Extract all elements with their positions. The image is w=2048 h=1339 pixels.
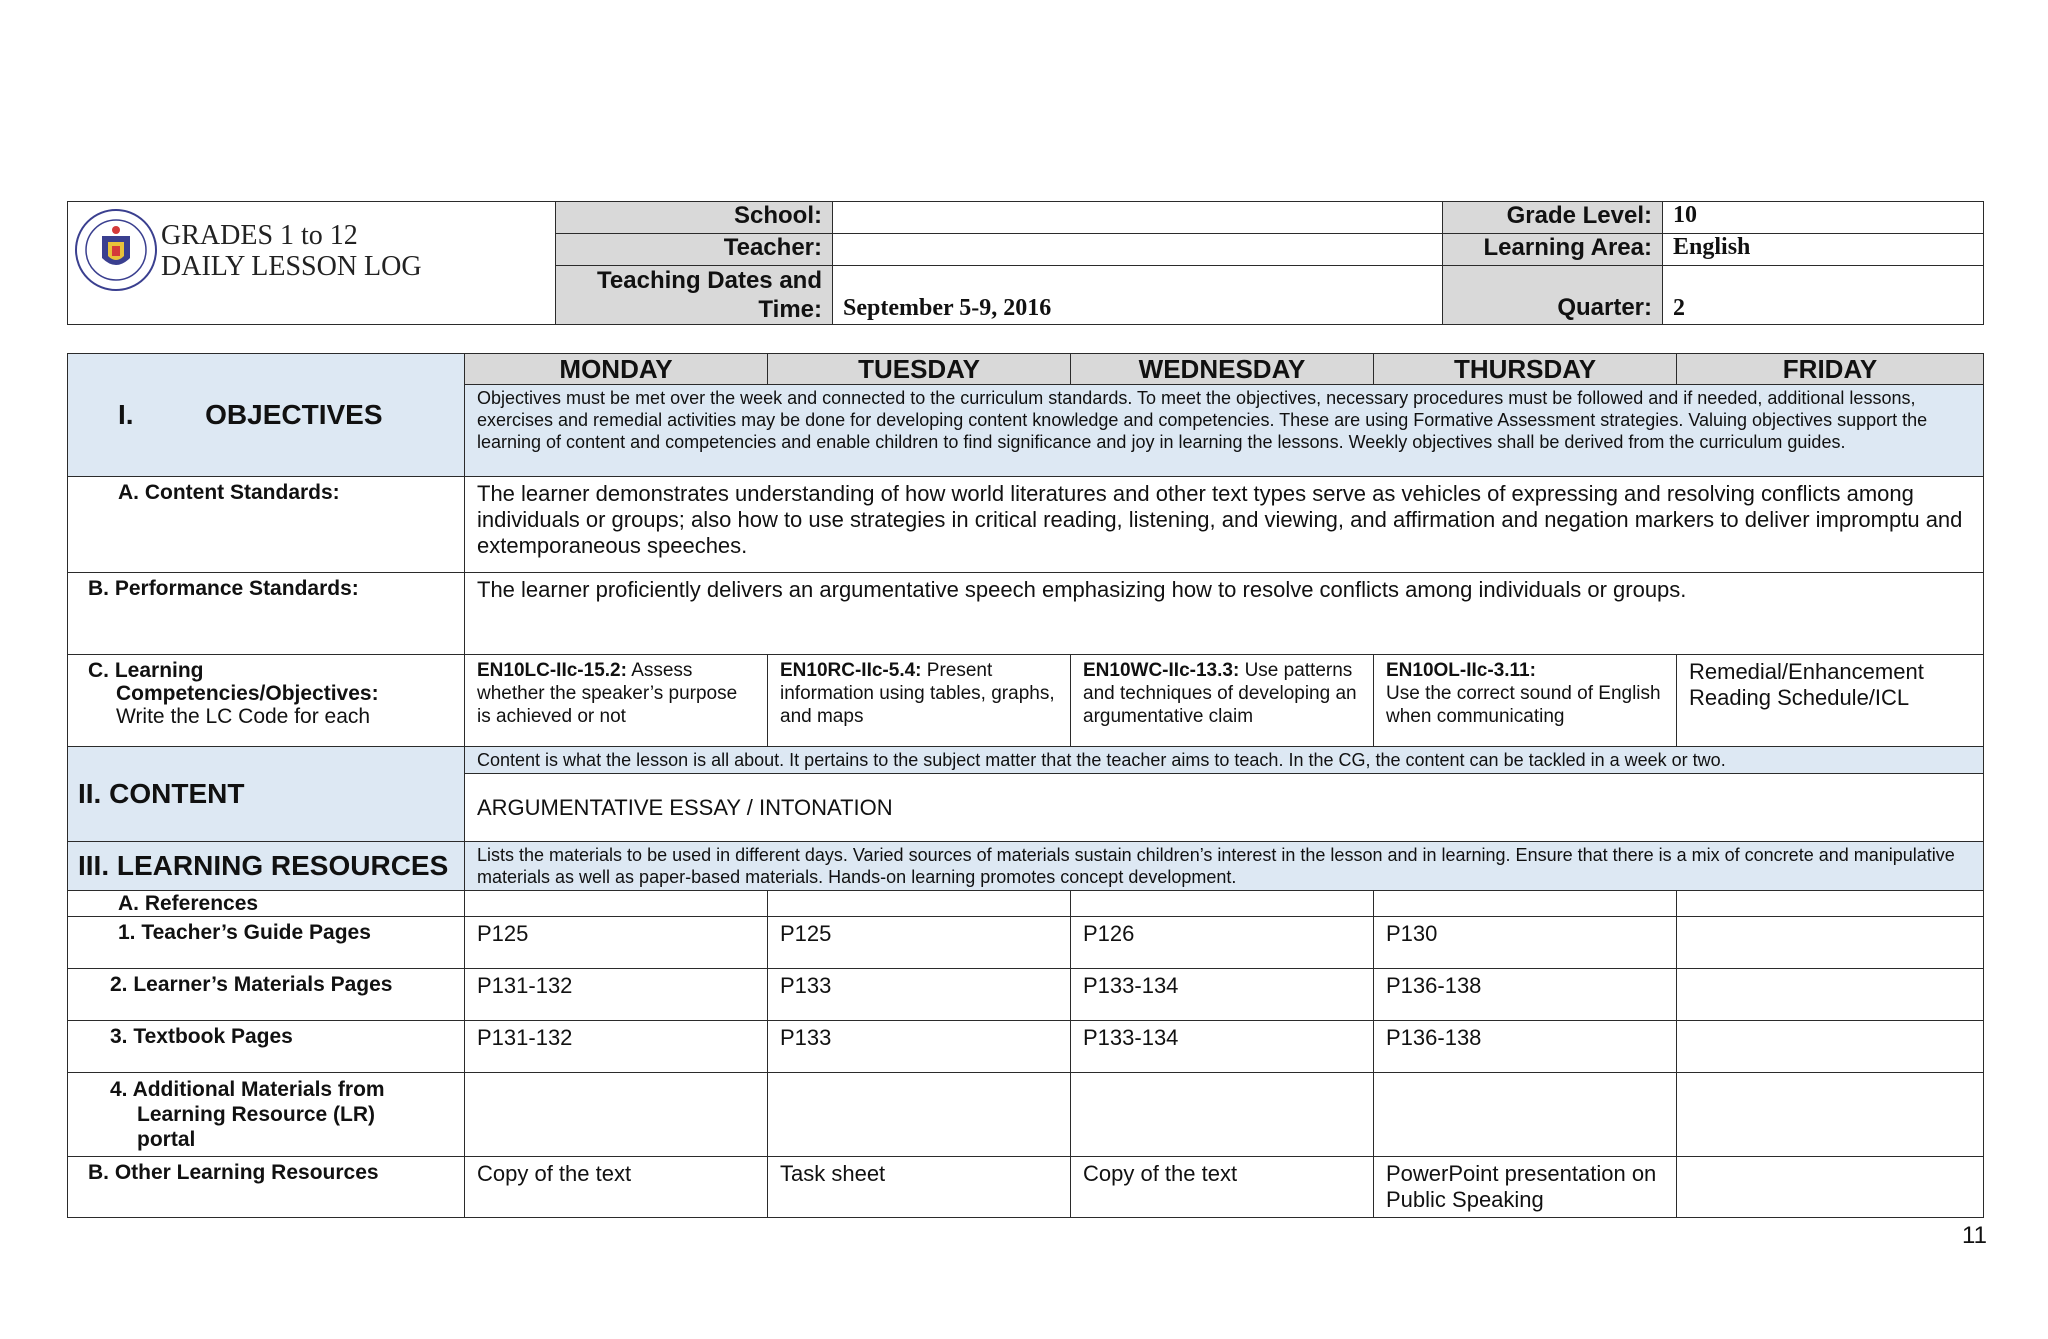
references-cell <box>465 891 768 917</box>
references-label: A. References <box>68 891 465 917</box>
grade-level-label: Grade Level: <box>1443 202 1663 234</box>
teachers-guide-monday: P125 <box>465 917 768 969</box>
competency-thursday <box>1374 655 1677 747</box>
learning-resources-note: Lists the materials to be used in different days. Varied sources of materials sustain children’s interest in the lesson and in learning. Ensure that there is a mix of concrete and manipulative materials as well as paper-based materials. Hands-on learning promotes concept development. <box>465 842 1984 891</box>
textbook-pages-label: 3. Textbook Pages <box>68 1021 465 1073</box>
day-monday: MONDAY <box>465 354 768 385</box>
competency-text: Use the correct sound of English when communicating <box>1386 683 1661 727</box>
additional-materials-label-line3: portal <box>137 1128 196 1151</box>
content-standards-label: A. Content Standards: <box>68 477 465 573</box>
learners-materials-friday <box>1677 969 1984 1021</box>
learning-competencies-label <box>68 655 465 747</box>
content-note: Content is what the lesson is all about. It pertains to the subject matter that the teacher aims to teach. In the CG, the content can be tackled in a week or two. <box>465 747 1984 774</box>
teaching-dates-value: September 5-9, 2016 <box>833 266 1443 325</box>
teachers-guide-friday <box>1677 917 1984 969</box>
competency-text: Present information using tables, graphs, and maps <box>780 660 1055 727</box>
content-value: ARGUMENTATIVE ESSAY / INTONATION <box>465 774 1984 842</box>
content-heading: II. CONTENT <box>68 747 465 842</box>
objectives-heading-num: I. <box>118 399 134 430</box>
teachers-guide-tuesday: P125 <box>768 917 1071 969</box>
teachers-guide-wednesday: P126 <box>1071 917 1374 969</box>
learning-area-value: English <box>1663 234 1984 266</box>
references-cell <box>1677 891 1984 917</box>
additional-materials-cell <box>1677 1073 1984 1157</box>
performance-standards-value: The learner proficiently delivers an argumentative speech emphasizing how to resolve conflicts among individuals or groups. <box>465 573 1984 655</box>
competency-text: Assess whether the speaker’s purpose is achieved or not <box>477 660 738 727</box>
day-tuesday: TUESDAY <box>768 354 1071 385</box>
day-thursday: THURSDAY <box>1374 354 1677 385</box>
competency-code: EN10RC-IIc-5.4: <box>780 660 922 681</box>
log-title-line2: DAILY LESSON LOG <box>161 251 422 282</box>
references-cell <box>1071 891 1374 917</box>
additional-materials-cell <box>1071 1073 1374 1157</box>
competency-text: Remedial/Enhancement Reading Schedule/ICL <box>1689 659 1924 710</box>
textbook-pages-thursday: P136-138 <box>1374 1021 1677 1073</box>
log-title <box>161 220 422 282</box>
school-value <box>833 202 1443 234</box>
additional-materials-cell <box>768 1073 1071 1157</box>
performance-standards-label: B. Performance Standards: <box>68 573 465 655</box>
learners-materials-monday: P131-132 <box>465 969 768 1021</box>
header-logo-cell <box>68 202 556 325</box>
lesson-log-table <box>67 353 1984 1218</box>
other-resources-friday <box>1677 1157 1984 1218</box>
textbook-pages-monday: P131-132 <box>465 1021 768 1073</box>
textbook-pages-wednesday: P133-134 <box>1071 1021 1374 1073</box>
learning-resources-heading: III. LEARNING RESOURCES <box>68 842 465 891</box>
other-resources-wednesday: Copy of the text <box>1071 1157 1374 1218</box>
teaching-dates-label-line2: Time: <box>758 296 822 323</box>
additional-materials-label-line2: Learning Resource (LR) <box>137 1103 376 1126</box>
day-friday: FRIDAY <box>1677 354 1984 385</box>
quarter-value: 2 <box>1663 266 1984 325</box>
references-cell <box>768 891 1071 917</box>
learning-competencies-label-line2: Competencies/Objectives: <box>116 682 379 705</box>
additional-materials-cell <box>1374 1073 1677 1157</box>
objectives-note: Objectives must be met over the week and connected to the curriculum standards. To meet the objectives, necessary procedures must be followed and if needed, additional lessons, exercises and remedial activities may be done for developing content knowledge and competencies. These are using Formative Assessment strategies. Valuing objectives support the learning of content and competencies and enable children to find significance and joy in learning the lessons. Weekly objectives shall be derived from the curriculum guides. <box>465 385 1984 477</box>
day-wednesday: WEDNESDAY <box>1071 354 1374 385</box>
teachers-guide-thursday: P130 <box>1374 917 1677 969</box>
content-standards-value: The learner demonstrates understanding of how world literatures and other text types serve as vehicles of expressing and resolving conflicts among individuals or groups; also how to use strategies in critical reading, listening, and viewing, and affirmation and negation markers to deliver impromptu and extemporaneous speeches. <box>465 477 1984 573</box>
learning-competencies-label-line3: Write the LC Code for each <box>116 705 371 728</box>
school-label: School: <box>556 202 833 234</box>
textbook-pages-friday <box>1677 1021 1984 1073</box>
page-number: 11 <box>1962 1222 1987 1249</box>
quarter-label: Quarter: <box>1443 266 1663 325</box>
teaching-dates-label-line1: Teaching Dates and <box>597 267 822 294</box>
competency-monday <box>465 655 768 747</box>
learners-materials-wednesday: P133-134 <box>1071 969 1374 1021</box>
competency-wednesday <box>1071 655 1374 747</box>
objectives-heading-text: OBJECTIVES <box>205 399 383 430</box>
learners-materials-thursday: P136-138 <box>1374 969 1677 1021</box>
textbook-pages-tuesday: P133 <box>768 1021 1071 1073</box>
objectives-heading <box>68 354 465 477</box>
references-cell <box>1374 891 1677 917</box>
competency-code: EN10OL-IIc-3.11: <box>1386 660 1536 681</box>
competency-friday <box>1677 655 1984 747</box>
other-resources-label: B. Other Learning Resources <box>68 1157 465 1218</box>
deped-seal-icon <box>74 208 158 292</box>
competency-code: EN10LC-IIc-15.2: <box>477 660 627 681</box>
teacher-label: Teacher: <box>556 234 833 266</box>
competency-tuesday <box>768 655 1071 747</box>
learning-area-label: Learning Area: <box>1443 234 1663 266</box>
log-title-line1: GRADES 1 to 12 <box>161 220 358 251</box>
additional-materials-label-line1: 4. Additional Materials from <box>110 1078 385 1101</box>
competency-code: EN10WC-IIc-13.3: <box>1083 660 1240 681</box>
header-table <box>67 201 1984 325</box>
learning-competencies-label-line1: C. Learning <box>88 659 204 682</box>
other-resources-monday: Copy of the text <box>465 1157 768 1218</box>
competency-text: Use patterns and techniques of developing an argumentative claim <box>1083 660 1357 727</box>
teacher-value <box>833 234 1443 266</box>
additional-materials-label <box>68 1073 465 1157</box>
teachers-guide-label: 1. Teacher’s Guide Pages <box>68 917 465 969</box>
grade-level-value: 10 <box>1663 202 1984 234</box>
learners-materials-tuesday: P133 <box>768 969 1071 1021</box>
additional-materials-cell <box>465 1073 768 1157</box>
teaching-dates-label <box>556 266 833 325</box>
other-resources-thursday: PowerPoint presentation on Public Speaking <box>1374 1157 1677 1218</box>
other-resources-tuesday: Task sheet <box>768 1157 1071 1218</box>
learners-materials-label: 2. Learner’s Materials Pages <box>68 969 465 1021</box>
